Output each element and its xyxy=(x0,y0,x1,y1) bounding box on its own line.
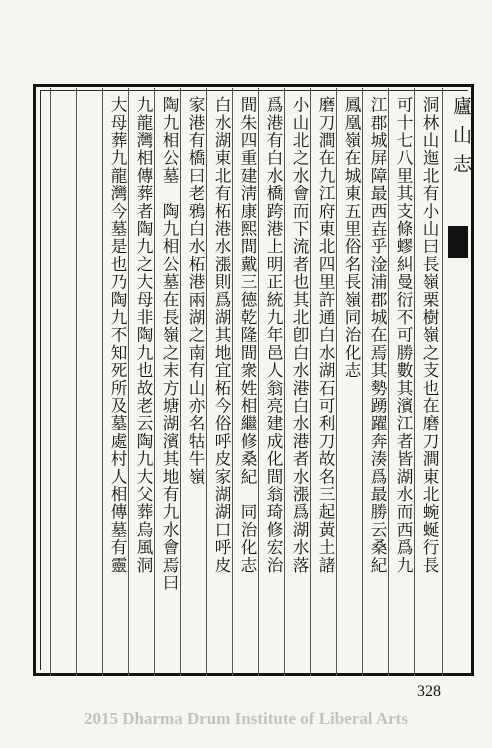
text-column-11: 陶九相公墓 陶九相公墓在長嶺之末方塘湖濱其地有九水會焉曰 xyxy=(160,96,179,592)
text-column-13: 大母葬九龍灣今墓是也乃陶九不知死所及墓處村人相傳墓有靈 xyxy=(108,96,127,574)
column-rule xyxy=(232,88,233,676)
text-column-6: 小山北之水會而下流者也其北卽白水港白水港者水漲爲湖水落 xyxy=(290,96,309,574)
text-column-5: 磨刀澗在九江府東北四里許通白水湖石可利刀故名三起黃土諸 xyxy=(316,96,335,574)
text-column-10: 家港有橋曰老鴉白水柘港兩湖之南有山亦名牯牛嶺 xyxy=(186,96,205,486)
text-column-1: 洞林山迤北有小山曰長嶺栗樹嶺之支也在磨刀澗東北蜿蜒行長 xyxy=(420,96,439,574)
column-rule xyxy=(258,88,259,676)
column-rule xyxy=(206,88,207,676)
running-title: 廬山志 xyxy=(450,96,472,183)
column-rule xyxy=(414,88,415,676)
column-rule xyxy=(180,88,181,676)
header-ink-block xyxy=(448,226,468,258)
column-rule xyxy=(284,88,285,676)
column-rule xyxy=(50,88,51,676)
column-rule xyxy=(154,88,155,676)
text-column-2: 可十七八里其支條蟉糾曼衍不可勝數其濱江者皆湖水而西爲九 xyxy=(394,96,413,574)
column-rule xyxy=(310,88,311,676)
column-rule xyxy=(128,88,129,676)
text-column-9: 白水湖東北有柘港水漲則爲湖其地宜柘今俗呼皮家湖湖口呼皮 xyxy=(212,96,231,574)
column-rule xyxy=(336,88,337,676)
text-column-8: 間朱四重建淸康熙間戴三德乾隆間衆姓相繼修桑紀 同治化志 xyxy=(238,96,257,574)
column-rule xyxy=(76,88,77,676)
page-number: 328 xyxy=(417,683,441,700)
column-rule xyxy=(388,88,389,676)
text-column-7: 爲港有白水橋跨港上明正統九年邑人翁亮建成化間翁琦修宏治 xyxy=(264,96,283,574)
text-column-3: 江郡城屏障最西壵乎淦浦郡城在焉其勢踴躍奔湊爲最勝云桑紀 xyxy=(368,96,387,574)
column-rule xyxy=(102,88,103,676)
text-column-4: 鳳凰嶺在城東五里俗名長嶺同治化志 xyxy=(342,96,361,380)
column-rule xyxy=(362,88,363,676)
column-rule xyxy=(442,88,443,676)
text-column-12: 九龍灣相傳葬者陶九之大母非陶九也故老云陶九大父葬烏風洞 xyxy=(134,96,153,574)
footer-watermark: 2015 Dharma Drum Institute of Liberal Arts xyxy=(84,709,408,728)
